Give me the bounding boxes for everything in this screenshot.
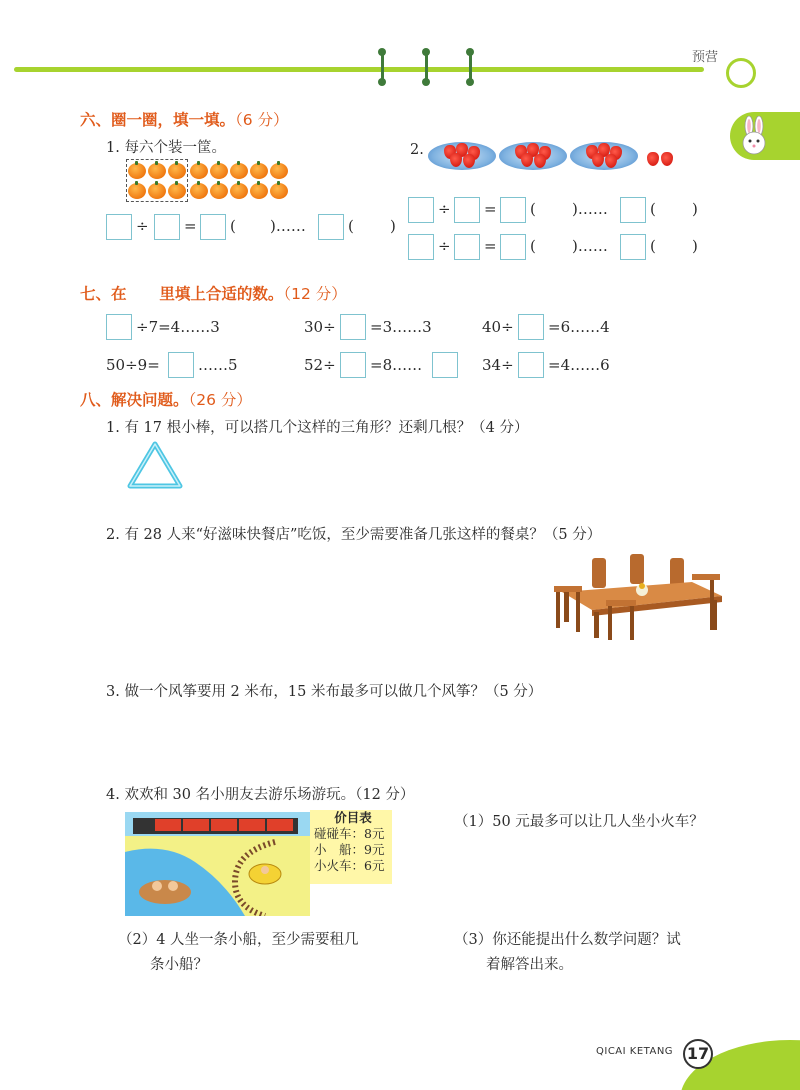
divide-sign: ÷ bbox=[136, 217, 149, 235]
s7-eq5-box[interactable] bbox=[340, 352, 366, 378]
s6-q2b-remainder-box[interactable] bbox=[620, 234, 646, 260]
section8-title: 八、解决问题。 bbox=[80, 391, 189, 409]
orange-icon bbox=[250, 163, 268, 179]
section8-heading bbox=[80, 388, 252, 410]
s6-q1-remainder-box[interactable] bbox=[318, 214, 344, 240]
remainder-dots: )…… bbox=[572, 200, 608, 218]
binder-clip-1 bbox=[378, 48, 386, 84]
orange-icon bbox=[230, 163, 248, 179]
s8-q4-3-line2: 着解答出来。 bbox=[486, 957, 573, 973]
section6-title: 六、圈一圈，填一填。 bbox=[80, 111, 236, 129]
s7-eq4-box[interactable] bbox=[168, 352, 194, 378]
s8-q4-3-line1: （3）你还能提出什么数学问题？试 bbox=[454, 932, 681, 948]
divide-sign: ÷ bbox=[438, 237, 451, 255]
paren-open: ( bbox=[530, 237, 536, 255]
s6-q1-divisor-box[interactable] bbox=[154, 214, 180, 240]
example-circle-box bbox=[126, 159, 188, 202]
price-row-bumper-car: 碰碰车：8元 bbox=[314, 826, 385, 841]
footer-brand: QICAI KETANG bbox=[596, 1046, 674, 1057]
paren-open: ( bbox=[650, 200, 656, 218]
price-list bbox=[310, 810, 392, 884]
section6-points: （6 分） bbox=[235, 111, 289, 129]
section7-points: （12 分） bbox=[283, 285, 347, 303]
amusement-park-image bbox=[125, 812, 310, 916]
s8-q4-2-line2: 条小船？ bbox=[150, 957, 208, 973]
s6-q2a-dividend-box[interactable] bbox=[408, 197, 434, 223]
price-row-train: 小火车：6元 bbox=[314, 858, 385, 873]
orange-icon bbox=[210, 163, 228, 179]
s7-eq1-text: ÷7=4……3 bbox=[136, 318, 220, 336]
s8-q4-1: （1）50 元最多可以让几人坐小火车？ bbox=[454, 814, 704, 830]
equals-sign: = bbox=[184, 217, 197, 235]
section6-heading bbox=[80, 108, 289, 130]
paren-close: ) bbox=[692, 200, 698, 218]
s7-eq3-box[interactable] bbox=[518, 314, 544, 340]
dining-table-image bbox=[552, 552, 728, 640]
s8-q2: 2. 有 28 人来“好滋味快餐店”吃饭，至少需要准备几张这样的餐桌？（5 分） bbox=[106, 527, 602, 543]
section7-title-b: 里填上合适的数。 bbox=[159, 285, 284, 303]
s7-eq3-left: 40÷ bbox=[482, 318, 514, 336]
s6-q2b-divisor-box[interactable] bbox=[454, 234, 480, 260]
header-rule bbox=[14, 67, 704, 72]
s8-q4: 4. 欢欢和 30 名小朋友去游乐场游玩。（12 分） bbox=[106, 787, 415, 803]
section7-heading bbox=[80, 282, 347, 306]
s7-eq6-box[interactable] bbox=[518, 352, 544, 378]
s7-eq6-left: 34÷ bbox=[482, 356, 514, 374]
section7-title-a: 七、在 bbox=[80, 285, 127, 303]
s7-eq4-left: 50÷9= bbox=[106, 356, 160, 374]
paren-open: ( bbox=[348, 217, 354, 235]
remainder-dots: )…… bbox=[270, 217, 306, 235]
s6-q2a-remainder-box[interactable] bbox=[620, 197, 646, 223]
s7-eq4-right: ……5 bbox=[198, 356, 238, 374]
orange-icon bbox=[210, 183, 228, 199]
section7-box-sample bbox=[132, 284, 154, 306]
paren-close: ) bbox=[390, 217, 396, 235]
binder-clip-3 bbox=[466, 48, 474, 84]
orange-icon bbox=[250, 183, 268, 199]
s6-q2b-dividend-box[interactable] bbox=[408, 234, 434, 260]
orange-icon bbox=[190, 163, 208, 179]
price-row-boat: 小 船：9元 bbox=[314, 842, 385, 857]
paren-open: ( bbox=[650, 237, 656, 255]
paren-open: ( bbox=[230, 217, 236, 235]
orange-icon bbox=[270, 163, 288, 179]
s8-q1: 1. 有 17 根小棒，可以搭几个这样的三角形？还剩几根？（4 分） bbox=[106, 420, 529, 436]
binder-clip-2 bbox=[422, 48, 430, 84]
divide-sign: ÷ bbox=[438, 200, 451, 218]
s7-eq1-box[interactable] bbox=[106, 314, 132, 340]
bunny-icon bbox=[737, 116, 771, 156]
s7-eq6-right: =4……6 bbox=[548, 356, 610, 374]
header-logo-icon bbox=[726, 58, 756, 88]
price-list-title: 价目表 bbox=[334, 810, 372, 825]
orange-icon bbox=[230, 183, 248, 199]
paren-close: ) bbox=[692, 237, 698, 255]
s6-q2a-quotient-box[interactable] bbox=[500, 197, 526, 223]
page-number: 17 bbox=[683, 1039, 713, 1069]
s7-eq2-left: 30÷ bbox=[304, 318, 336, 336]
equals-sign: = bbox=[484, 200, 497, 218]
s7-eq5-right: =8…… bbox=[370, 356, 423, 374]
equals-sign: = bbox=[484, 237, 497, 255]
s7-eq2-box[interactable] bbox=[340, 314, 366, 340]
strawberry-icon bbox=[661, 152, 673, 166]
triangle-sticks-icon bbox=[126, 440, 184, 490]
s7-eq5-left: 52÷ bbox=[304, 356, 336, 374]
orange-icon bbox=[190, 183, 208, 199]
s6-q1-quotient-box[interactable] bbox=[200, 214, 226, 240]
remainder-dots: )…… bbox=[572, 237, 608, 255]
paren-open: ( bbox=[530, 200, 536, 218]
section8-points: （26 分） bbox=[188, 391, 252, 409]
strawberry-icon bbox=[647, 152, 659, 166]
s7-eq3-right: =6……4 bbox=[548, 318, 610, 336]
s6-q2-label: 2. bbox=[410, 142, 424, 158]
orange-icon bbox=[270, 183, 288, 199]
s6-q2b-quotient-box[interactable] bbox=[500, 234, 526, 260]
s7-eq5-remainder-box[interactable] bbox=[432, 352, 458, 378]
s6-q1-dividend-box[interactable] bbox=[106, 214, 132, 240]
s8-q3: 3. 做一个风筝要用 2 米布，15 米布最多可以做几个风筝？（5 分） bbox=[106, 684, 543, 700]
s8-q4-2-line1: （2）4 人坐一条小船，至少需要租几 bbox=[118, 932, 359, 948]
s7-eq2-right: =3……3 bbox=[370, 318, 432, 336]
header-word: 预营 bbox=[692, 50, 719, 65]
s6-q1-label: 1. 每六个装一筐。 bbox=[106, 140, 226, 156]
s6-q2a-divisor-box[interactable] bbox=[454, 197, 480, 223]
